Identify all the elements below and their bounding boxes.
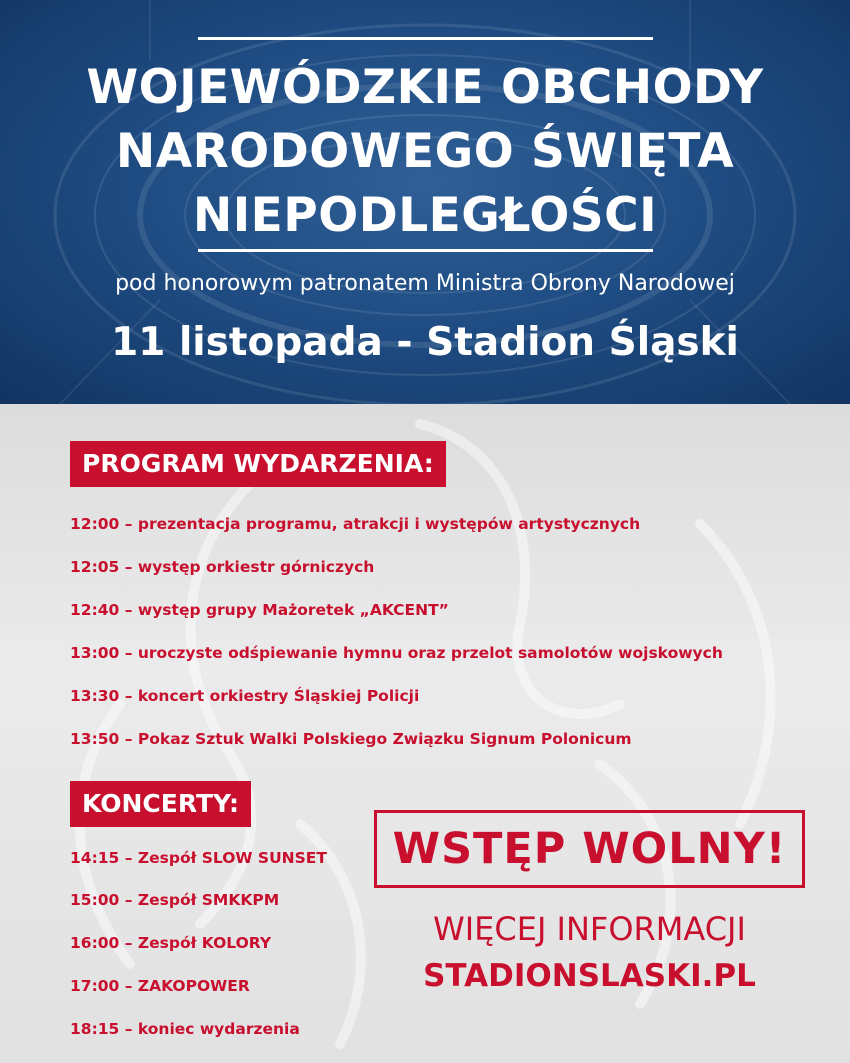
- patronage-subtitle: pod honorowym patronatem Ministra Obrony Narodowej: [115, 271, 735, 296]
- program-item: 13:00 – uroczyste odśpiewanie hymnu oraz przelot samolotów wojskowych: [70, 644, 723, 662]
- concert-item: 18:15 – koniec wydarzenia: [70, 1020, 300, 1038]
- concert-item: 16:00 – Zespół KOLORY: [70, 934, 272, 952]
- concerts-heading: KONCERTY:: [70, 781, 251, 827]
- header-banner: [0, 0, 850, 404]
- title-line-3: NIEPODLEGŁOŚCI: [192, 188, 658, 243]
- title-rule-bottom: [198, 249, 653, 252]
- concert-item: 15:00 – Zespół SMKKPM: [70, 891, 280, 909]
- program-item: 13:30 – koncert orkiestry Śląskiej Policji: [70, 687, 420, 705]
- concert-item: 17:00 – ZAKOPOWER: [70, 977, 250, 995]
- date-and-venue: 11 listopada - Stadion Śląski: [111, 320, 739, 365]
- program-item: 12:40 – występ grupy Mażoretek „AKCENT”: [70, 601, 449, 619]
- website-link[interactable]: STADIONSLASKI.PL: [423, 958, 756, 994]
- free-admission-badge: WSTĘP WOLNY!: [374, 810, 805, 888]
- title-rule-top: [198, 37, 653, 40]
- program-item: 12:00 – prezentacja programu, atrakcji i występów artystycznych: [70, 515, 641, 533]
- program-item: 13:50 – Pokaz Sztuk Walki Polskiego Związku Signum Polonicum: [70, 730, 632, 748]
- concert-item: 14:15 – Zespół SLOW SUNSET: [70, 849, 327, 867]
- title-line-2: NARODOWEGO ŚWIĘTA: [115, 124, 735, 179]
- program-heading: PROGRAM WYDARZENIA:: [70, 441, 446, 487]
- title-line-1: WOJEWÓDZKIE OBCHODY: [86, 60, 764, 115]
- program-item: 12:05 – występ orkiestr górniczych: [70, 558, 375, 576]
- more-info-text: WIĘCEJ INFORMACJI: [433, 910, 746, 948]
